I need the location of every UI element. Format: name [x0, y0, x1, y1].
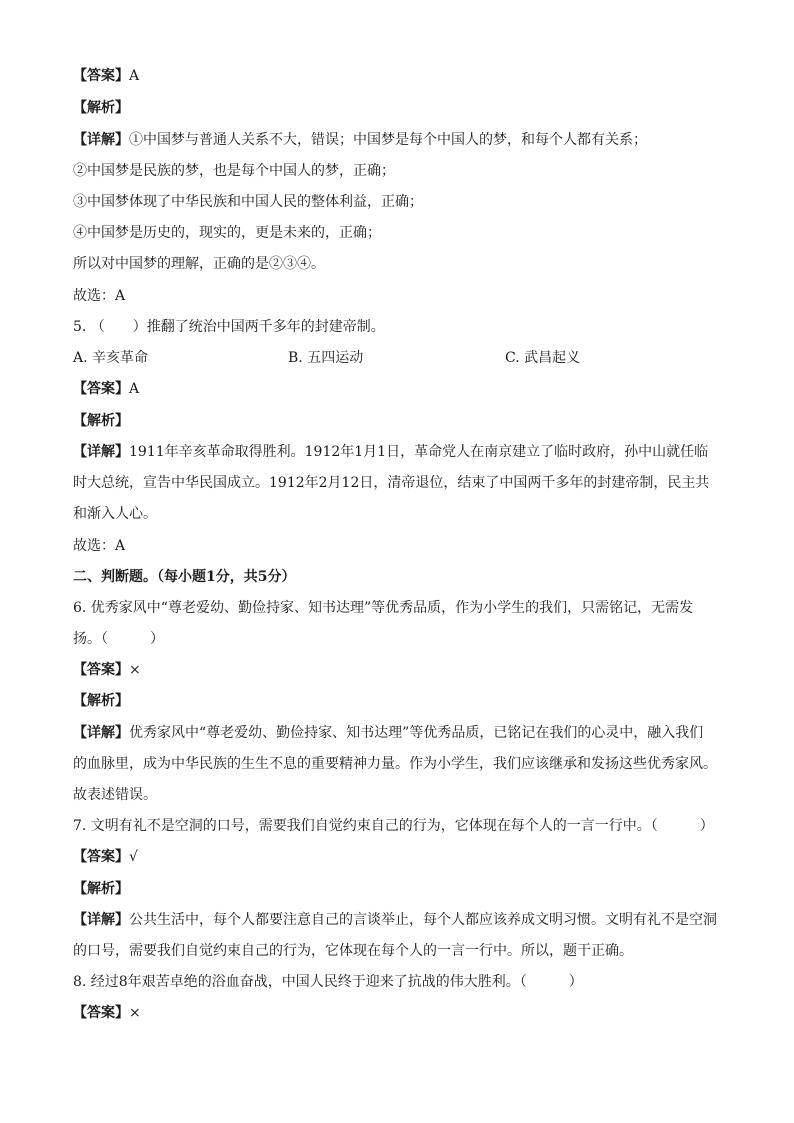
detail-line: 【详解】①中国梦与普通人关系不大，错误；中国梦是每个中国人的梦，和每个人都有关系；	[73, 132, 647, 148]
section-heading: 二、判断题。（每小题1分，共5分）	[73, 569, 296, 585]
answer-line: 【答案】A	[73, 381, 140, 397]
option-b: B. 五四运动	[288, 350, 364, 366]
detail-line: 的血脉里，成为中华民族的生生不息的重要精神力量。作为小学生，我们应该继承和发扬这些优秀家风。	[73, 756, 717, 772]
detail-line: 的口号，需要我们自觉约束自己的行为，它体现在每个人的一言一行中。所以，题干正确。	[73, 943, 633, 959]
answer-line: 【答案】A	[73, 68, 140, 84]
option-c: C. 武昌起义	[505, 350, 581, 366]
analysis-label: 【解析】	[73, 881, 129, 897]
detail-line: 所以对中国梦的理解，正确的是②③④。	[73, 256, 325, 272]
detail-line: ④中国梦是历史的，现实的，更是未来的，正确；	[73, 225, 381, 241]
question-5: 5. （ ）推翻了统治中国两千多年的封建帝制。	[73, 319, 385, 335]
detail-line: 时大总统，宣告中华民国成立。1912年2月12日，清帝退位，结束了中国两千多年的封建帝制，民主共	[73, 475, 710, 491]
answer-line: 【答案】×	[73, 1005, 141, 1021]
question-7: 7. 文明有礼不是空洞的口号，需要我们自觉约束自己的行为，它体现在每个人的一言一行中。（ ）	[73, 818, 714, 834]
option-a: A. 辛亥革命	[73, 350, 149, 366]
answer-line: 【答案】√	[73, 849, 138, 865]
detail-line: ②中国梦是民族的梦，也是每个中国人的梦，正确；	[73, 163, 395, 179]
choice-result: 故选：A	[73, 288, 126, 304]
analysis-label: 【解析】	[73, 100, 129, 116]
question-8: 8. 经过8年艰苦卓绝的浴血奋战，中国人民终于迎来了抗战的伟大胜利。（ ）	[73, 974, 583, 990]
detail-line: 和渐入人心。	[73, 506, 157, 522]
answer-line: 【答案】×	[73, 662, 141, 678]
choice-result: 故选：A	[73, 538, 126, 554]
question-6: 6. 优秀家风中“尊老爱幼、勤俭持家、知书达理”等优秀品质，作为小学生的我们，只需铭记，无需发	[73, 600, 694, 616]
analysis-label: 【解析】	[73, 693, 129, 709]
detail-line: 故表述错误。	[73, 787, 157, 803]
detail-line: ③中国梦体现了中华民族和中国人民的整体利益，正确；	[73, 194, 423, 210]
detail-line: 【详解】优秀家风中“尊老爱幼、勤俭持家、知书达理”等优秀品质，已铭记在我们的心灵中，融入我们	[73, 725, 704, 741]
analysis-label: 【解析】	[73, 413, 129, 429]
detail-line: 【详解】公共生活中，每个人都要注意自己的言谈举止，每个人都应该养成文明习惯。文明有礼不是空洞	[73, 912, 717, 928]
question-6-cont: 扬。（ ）	[73, 631, 164, 647]
detail-line: 【详解】1911年辛亥革命取得胜利。1912年1月1日，革命党人在南京建立了临时政府，孙中山就任临	[73, 444, 709, 460]
